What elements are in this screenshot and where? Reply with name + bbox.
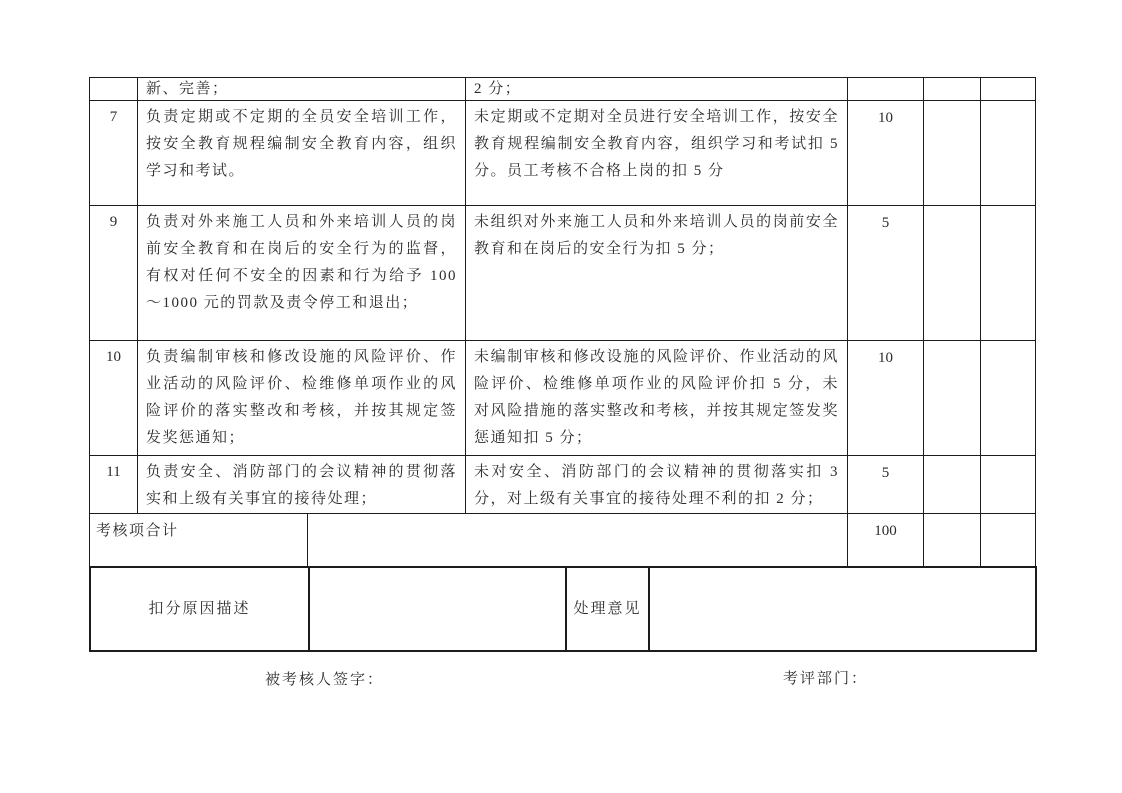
assessing-department-label: 考评部门： — [783, 671, 869, 687]
empty-remark-cell — [981, 101, 1036, 206]
deduction-reason-label-cell: 扣分原因描述 — [90, 567, 309, 651]
assessment-table — [89, 77, 1036, 514]
duty-description-cell: 负责安全、消防部门的会议精神的贯彻落实和上级有关事宜的接待处理； — [138, 456, 466, 514]
empty-remark-cell — [981, 514, 1036, 567]
total-empty-cell — [308, 514, 848, 567]
empty-remark-cell — [981, 78, 1036, 101]
deduction-criteria-cell: 2 分； — [466, 78, 848, 101]
empty-remark-cell — [981, 206, 1036, 341]
row-number-cell: 7 — [90, 101, 138, 206]
row-number-cell: 10 — [90, 341, 138, 456]
total-score-cell: 100 — [848, 514, 924, 567]
duty-description-cell: 负责定期或不定期的全员安全培训工作，按安全教育规程编制安全教育内容，组织学习和考试。 — [138, 101, 466, 206]
standard-score-cell: 5 — [848, 456, 924, 514]
empty-remark-cell — [981, 456, 1036, 514]
duty-description-cell: 负责编制审核和修改设施的风险评价、作业活动的风险评价、检维修单项作业的风险评价的落实整改和考核，并按其规定签发奖惩通知； — [138, 341, 466, 456]
standard-score-cell: 5 — [848, 206, 924, 341]
table-row-7 — [90, 101, 1036, 206]
empty-score-cell — [924, 514, 981, 567]
empty-score-cell — [924, 206, 981, 341]
deduction-criteria-cell: 未定期或不定期对全员进行安全培训工作，按安全教育规程编制安全教育内容，组织学习和考试扣 5 分。员工考核不合格上岗的扣 5 分 — [466, 101, 848, 206]
table-row-continuation — [90, 78, 1036, 101]
empty-score-cell — [924, 78, 981, 101]
handling-opinion-label-cell: 处理意见 — [566, 567, 649, 651]
deduction-criteria-cell: 未对安全、消防部门的会议精神的贯彻落实扣 3 分，对上级有关事宜的接待处理不利的扣 2 分； — [466, 456, 848, 514]
table-row-10 — [90, 341, 1036, 456]
table-row-total — [90, 514, 1036, 567]
duty-description-cell: 负责对外来施工人员和外来培训人员的岗前安全教育和在岗后的安全行为的监督，有权对任何不安全的因素和行为给予 100～1000 元的罚款及责令停工和退出； — [138, 206, 466, 341]
table-row-11 — [90, 456, 1036, 514]
table-row-9 — [90, 206, 1036, 341]
total-label-cell: 考核项合计 — [90, 514, 308, 567]
empty-score-cell — [924, 341, 981, 456]
empty-remark-cell — [981, 341, 1036, 456]
standard-score-cell: 10 — [848, 101, 924, 206]
row-number-cell: 9 — [90, 206, 138, 341]
assessee-signature-label: 被考核人签字： — [265, 672, 385, 688]
standard-score-cell: 10 — [848, 341, 924, 456]
total-row-table — [89, 513, 1036, 567]
empty-score-cell — [924, 101, 981, 206]
empty-score-cell — [924, 456, 981, 514]
row-number-cell: 11 — [90, 456, 138, 514]
deduction-criteria-cell: 未编制审核和修改设施的风险评价、作业活动的风险评价、检维修单项作业的风险评价扣 5 分，未对风险措施的落实整改和考核，并按其规定签发奖惩通知扣 5 分； — [466, 341, 848, 456]
table-row-footer — [90, 567, 1036, 651]
row-number-cell — [90, 78, 138, 101]
standard-score-cell — [848, 78, 924, 101]
duty-description-cell: 新、完善； — [138, 78, 466, 101]
deduction-criteria-cell: 未组织对外来施工人员和外来培训人员的岗前安全教育和在岗后的安全行为扣 5 分； — [466, 206, 848, 341]
handling-opinion-value-cell — [649, 567, 1036, 651]
footer-table — [89, 566, 1037, 652]
deduction-reason-value-cell — [309, 567, 566, 651]
